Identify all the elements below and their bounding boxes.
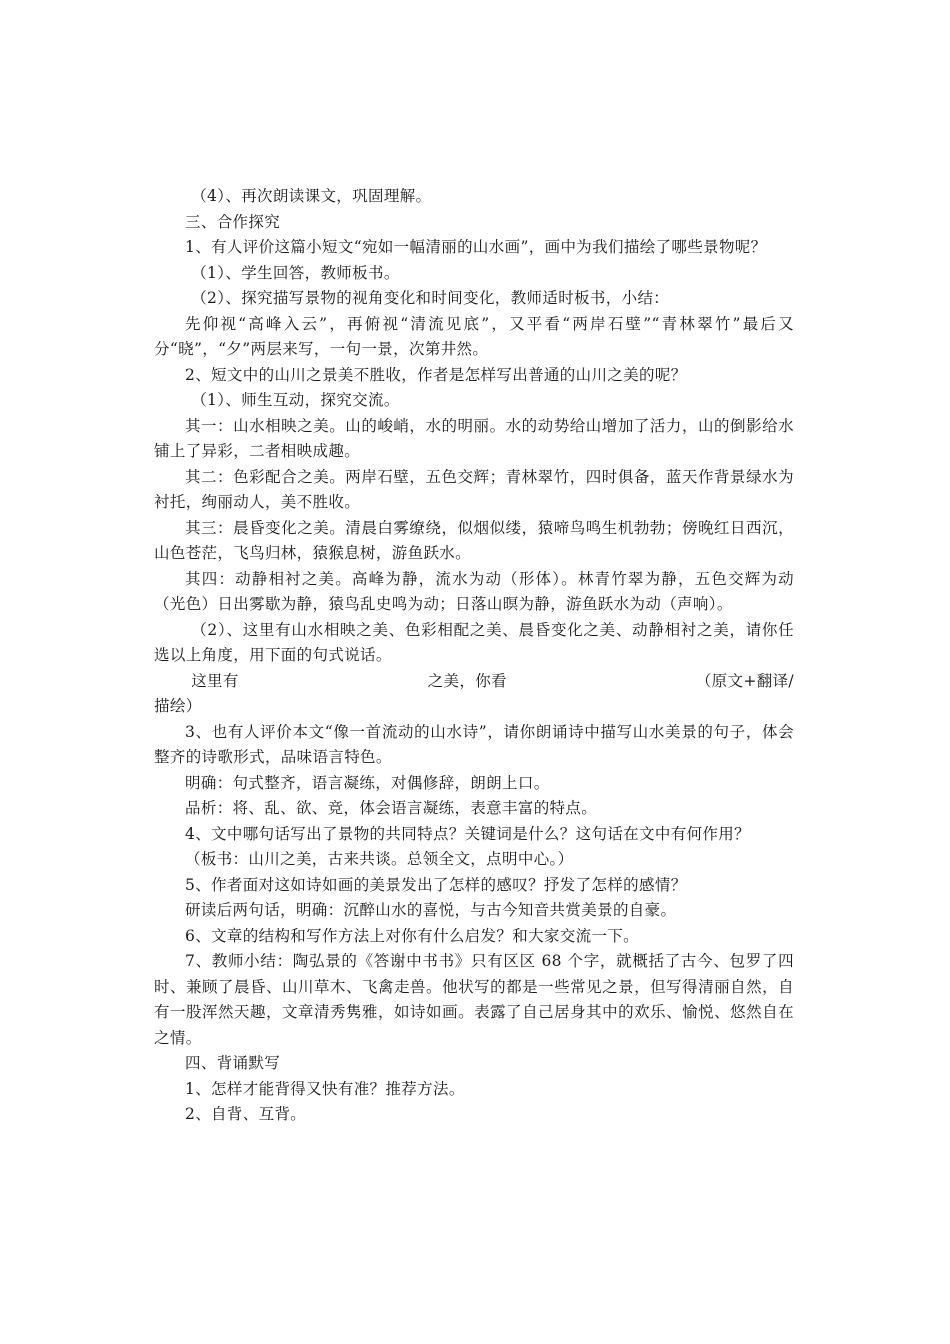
- paragraph-group-a: [154, 184, 794, 669]
- paragraph: 先仰视“高峰入云”，再俯视“清流见底”，又平看“两岸石壁”“青林翠竹”最后又分“晓”，“夕”两层来写，一句一景，次第井然。: [154, 314, 794, 358]
- paragraph: 6、文章的结构和写作方法上对你有什么启发？和大家交流一下。: [185, 926, 640, 945]
- paragraph: （2）、探究描写景物的视角变化和时间变化，教师适时板书，小结：: [191, 289, 670, 307]
- paragraph: 品析：将、乱、欲、竞，体会语言凝练，表意丰富的特点。: [185, 799, 598, 817]
- paragraph: 1、怎样才能背得又快有准？推荐方法。: [185, 1079, 465, 1098]
- paragraph: （板书：山川之美，古来共谈。总领全文，点明中心。）: [185, 850, 574, 868]
- paragraph: 研读后两句话，明确：沉醉山水的喜悦，与古今知音共赏美景的自豪。: [185, 901, 677, 919]
- paragraph: 四、背诵默写: [185, 1054, 281, 1072]
- paragraph: 其二：色彩配合之美。两岸石壁，五色交辉；青林翠竹，四时俱备，蓝天作背景绿水为衬托，绚丽动人，美不胜收。: [154, 467, 794, 511]
- paragraph: 其四：动静相衬之美。高峰为静，流水为动（形体）。林青竹翠为静，五色交辉为动（光色）日出雾歇为静，猿鸟乱史鸣为动；日落山暝为静，游鱼跃水为动（声响）。: [154, 569, 794, 613]
- document-body: [154, 184, 794, 1128]
- fill-in-line: [154, 669, 794, 695]
- paragraph-group-b: [154, 720, 794, 1128]
- paragraph: （2）、这里有山水相映之美、色彩相配之美、晨昏变化之美、动静相衬之美，请你任选以上角度，用下面的句式说话。: [154, 620, 794, 664]
- paragraph: 明确：句式整齐，语言凝练，对偶修辞，朗朗上口。: [185, 773, 550, 792]
- paragraph: 4、文中哪句话写出了景物的共同特点？关键词是什么？这句话在文中有何作用？: [185, 824, 750, 843]
- fill-in-part-2: 之美，你看: [427, 671, 507, 690]
- fill-in-sentence: [154, 669, 794, 720]
- paragraph: （1）、学生回答，教师板书。: [191, 263, 400, 282]
- paragraph: （4）、再次朗读课文，巩固理解。: [191, 187, 432, 205]
- fill-in-rest: 描绘）: [154, 697, 202, 715]
- paragraph: （1）、师生互动，探究交流。: [191, 391, 400, 409]
- fill-in-part-1: 这里有: [191, 671, 239, 690]
- paragraph: 2、短文中的山川之景美不胜收，作者是怎样写出普通的山川之美的呢？: [185, 365, 687, 384]
- paragraph: 2、自背、互背。: [185, 1105, 307, 1123]
- fill-in-part-3: （原文+翻译/: [695, 671, 794, 690]
- paragraph: 其一：山水相映之美。山的峻峭，水的明丽。水的动势给山增加了活力，山的倒影给水铺上了异彩，二者相映成趣。: [154, 416, 794, 460]
- paragraph: 1、有人评价这篇小短文“宛如一幅清丽的山水画”，画中为我们描绘了哪些景物呢？: [185, 238, 767, 256]
- paragraph: 7、教师小结：陶弘景的《答谢中书书》只有区区 68 个字，就概括了古今、包罗了四时、兼顾了晨昏、山川草木、飞禽走兽。他状写的都是一些常见之景，但写得清丽自然，自有一股浑然天趣，文章清秀隽雅，如诗如画。表露了自己居身其中的欢乐、愉悦、悠然自在之情。: [154, 952, 794, 1047]
- paragraph: 3、也有人评价本文“像一首流动的山水诗”，请你朗诵诗中描写山水美景的句子，体会整齐的诗歌形式，品味语言特色。: [154, 722, 794, 766]
- paragraph: 其三：晨昏变化之美。清晨白雾缭绕，似烟似缕，猿啼鸟鸣生机勃勃；傍晚红日西沉，山色苍茫，飞鸟归林，猿猴息树，游鱼跃水。: [154, 518, 794, 562]
- paragraph: 5、作者面对这如诗如画的美景发出了怎样的感叹？抒发了怎样的感情？: [185, 875, 687, 894]
- paragraph: 三、合作探究: [185, 212, 281, 231]
